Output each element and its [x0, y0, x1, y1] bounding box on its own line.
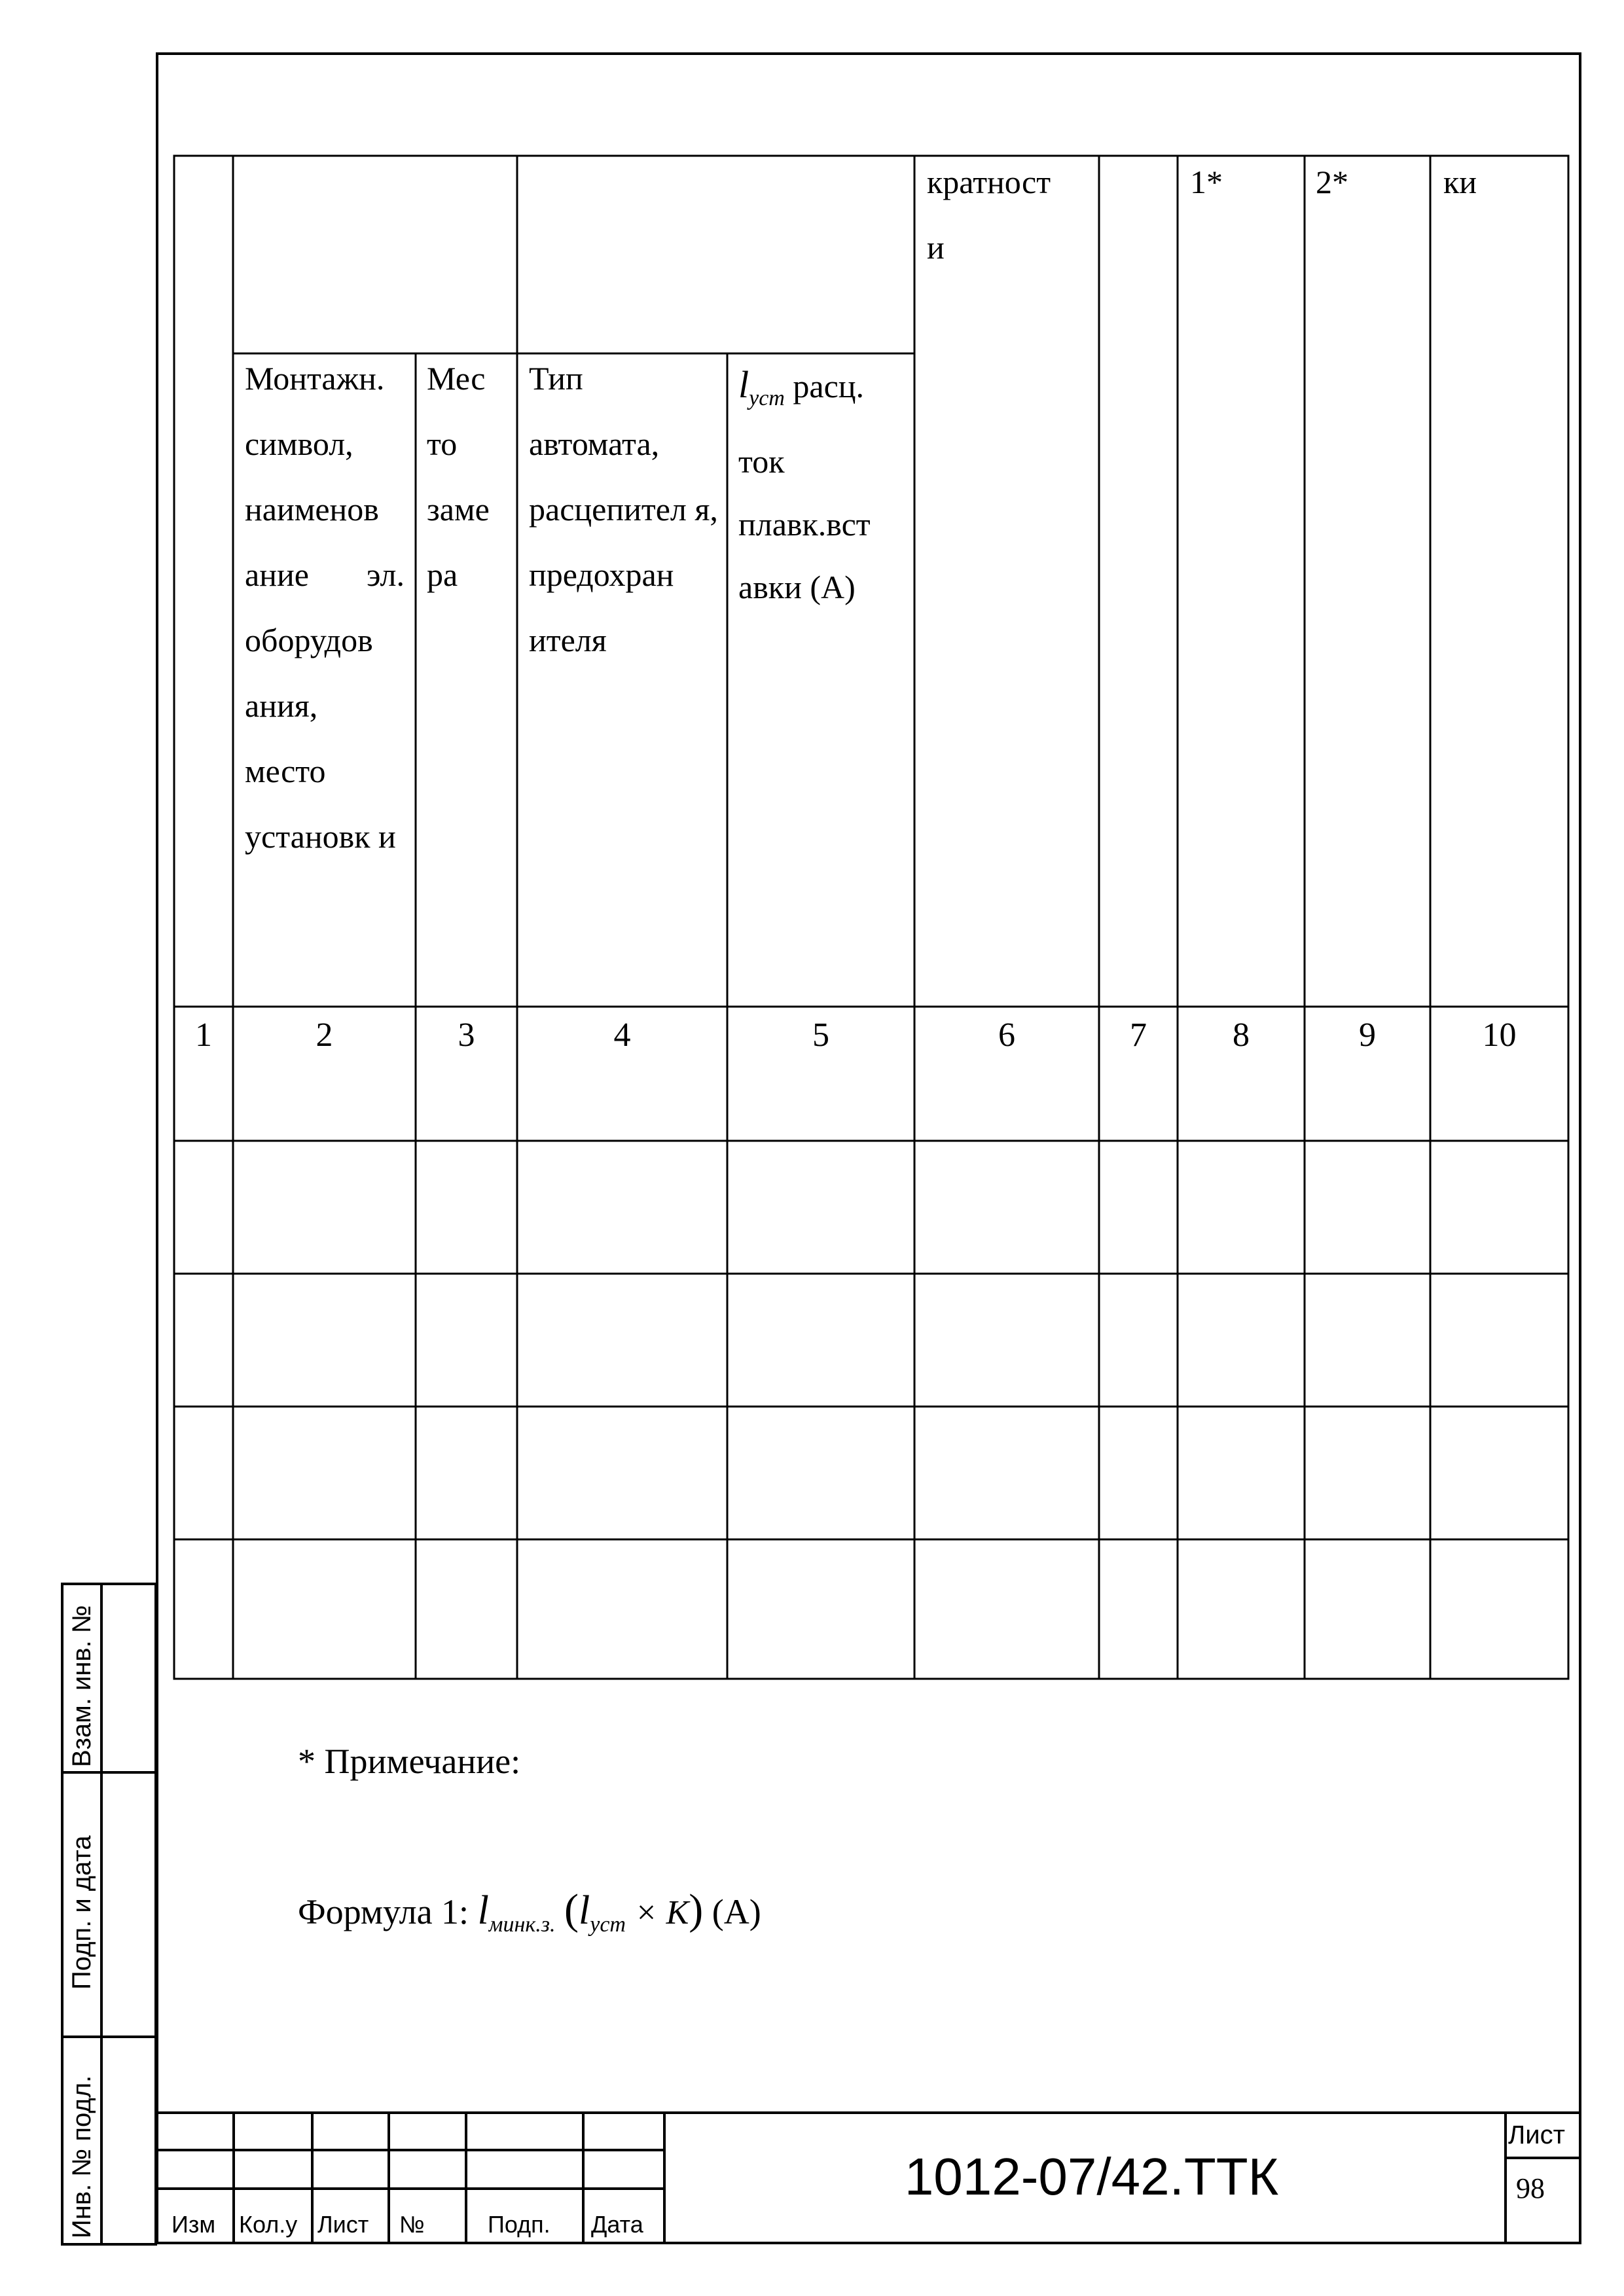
header-col10: ки	[1443, 164, 1477, 200]
col-number-8: 8	[1233, 1016, 1250, 1054]
col-number-3: 3	[458, 1016, 475, 1054]
sheet-number: 98	[1516, 2172, 1545, 2204]
col-number-6: 6	[998, 1016, 1015, 1054]
col-number-10: 10	[1482, 1016, 1517, 1054]
title-label-number: №	[399, 2211, 425, 2238]
header-col8: 1*	[1190, 164, 1223, 200]
title-label-quantity: Кол.у	[239, 2211, 298, 2238]
i-set-symbol: l	[738, 363, 749, 406]
document-code: 1012-07/42.ТТК	[904, 2147, 1279, 2206]
side-field-signature-date: Подп. и дата	[67, 1835, 96, 1990]
formula-inner-subscript: уст	[590, 1912, 626, 1937]
title-label-date: Дата	[591, 2211, 643, 2238]
formula-open-paren: (	[564, 1886, 579, 1933]
col-number-7: 7	[1130, 1016, 1147, 1054]
side-field-replacement-inv: Взам. инв. №	[67, 1605, 96, 1767]
header-col3-place: Мес то заме ра	[427, 360, 490, 593]
formula-main-symbol: l	[477, 1888, 489, 1933]
header-col4-device-type: Тип автомата, расцепител я, предохран ителя	[529, 360, 718, 658]
formula-inner-symbol: l	[579, 1888, 590, 1933]
sheet-label: Лист	[1508, 2121, 1565, 2149]
formula-label: Формула 1:	[298, 1892, 469, 1931]
note-heading: * Примечание:	[298, 1742, 521, 1781]
title-label-change: Изм	[171, 2211, 216, 2238]
side-field-original-inv: Инв. № подл.	[67, 2075, 96, 2238]
col-number-2: 2	[316, 1016, 333, 1054]
header-col2-equipment: Монтажн. символ, наименов ание эл. оборудов ания, место установк и	[245, 360, 405, 855]
header-col6: кратност и	[927, 164, 1051, 266]
title-label-signature: Подп.	[488, 2211, 550, 2238]
formula-multiplier: × K	[634, 1894, 689, 1931]
formula-unit: (А)	[712, 1892, 761, 1931]
formula-main-subscript: минк.з.	[488, 1912, 556, 1937]
col-number-9: 9	[1359, 1016, 1376, 1054]
formula-close-paren: )	[689, 1886, 704, 1933]
col-number-4: 4	[613, 1016, 631, 1054]
header-col9: 2*	[1316, 164, 1348, 200]
header-col5-text: расц. ток плавк.вст авки (А)	[738, 368, 871, 605]
title-label-sheet: Лист	[317, 2211, 369, 2238]
col-number-1: 1	[195, 1016, 212, 1054]
col-number-5: 5	[812, 1016, 829, 1054]
i-set-subscript: уст	[749, 386, 785, 410]
